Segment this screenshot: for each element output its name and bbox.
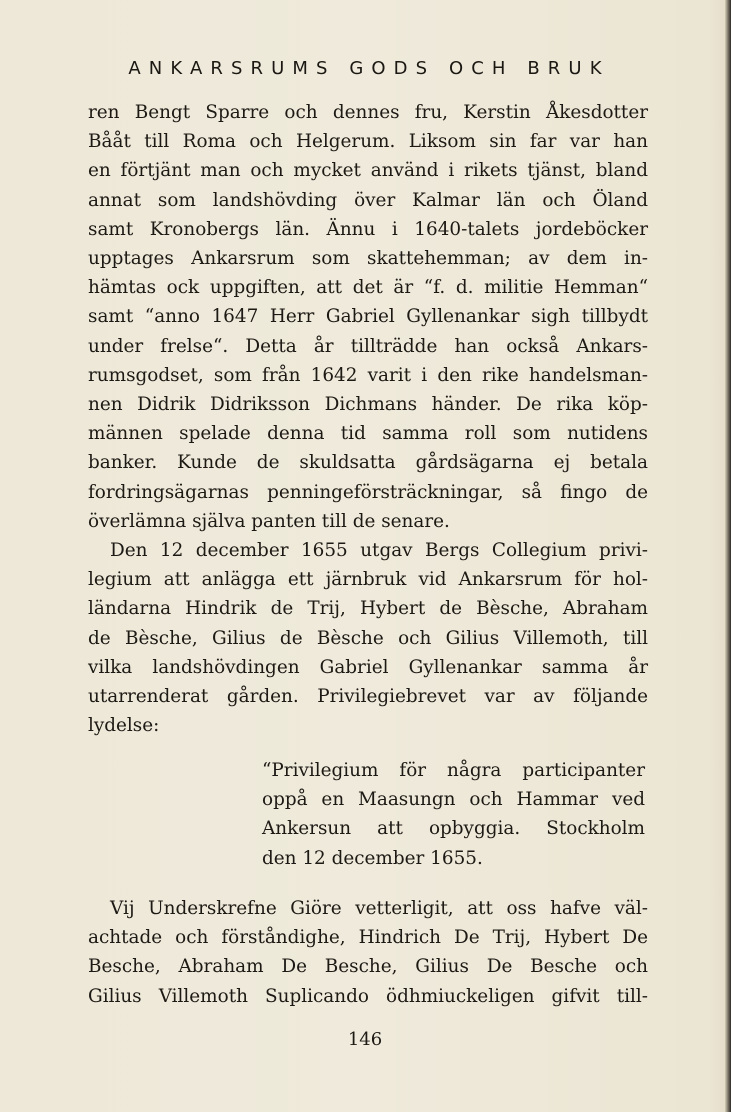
main-text-block (88, 98, 648, 740)
text-line: annat som landshövding över Kalmar län och Öland (88, 189, 648, 211)
privilege-letter-heading (262, 756, 645, 873)
quote-line: oppå en Maasungn och Hammar ved (262, 789, 645, 811)
text-line: lydelse: (88, 715, 160, 737)
quote-line: “Privilegium för några participanter (262, 760, 645, 781)
text-line: nen Didrik Didriksson Dichmans händer. De rika köp- (88, 394, 648, 416)
text-line: legium att anlägga ett järnbruk vid Ankarsrum för hol- (88, 569, 648, 591)
text-line: under frelse“. Detta år tillträdde han också Ankars- (88, 335, 648, 357)
quote-line: den 12 december 1655. (262, 847, 483, 869)
text-line: upptages Ankarsrum som skattehemman; av dem in- (88, 248, 648, 270)
letter-text-block (88, 894, 648, 1011)
text-line: vilka landshövdingen Gabriel Gyllenankar samma år (88, 656, 648, 678)
text-line: achtade och förståndighe, Hindrich De Trij, Hybert De (88, 927, 648, 949)
text-line: Vij Underskrefne Giöre vetterligit, att oss hafve väl- (110, 898, 648, 919)
text-line: Gilius Villemoth Suplicando ödhmiuckeligen gifvit till- (88, 985, 648, 1007)
text-line: Bååt till Roma och Helgerum. Liksom sin far var han (88, 131, 648, 153)
text-line: rumsgodset, som från 1642 varit i den rike handelsman- (88, 364, 648, 386)
text-line: en förtjänt man och mycket använd i rikets tjänst, bland (88, 160, 648, 182)
text-line: samt “anno 1647 Herr Gabriel Gyllenankar sigh tillbydt (88, 306, 648, 328)
page-number: 146 (347, 1029, 383, 1050)
running-head: ANKARSRUMS GODS OCH BRUK (128, 58, 610, 79)
text-line: ländarna Hindrik de Trij, Hybert de Bèsche, Abraham (88, 598, 648, 620)
text-line: fordringsägarnas penningeförsträckningar, så fingo de (88, 481, 648, 503)
text-line: Besche, Abraham De Besche, Gilius De Besche och (88, 956, 648, 978)
text-line: banker. Kunde de skuldsatta gårdsägarna ej betala (88, 452, 648, 474)
text-line: hämtas ock uppgiften, att det är “f. d. militie Hemman“ (88, 277, 648, 299)
text-line: ren Bengt Sparre och dennes fru, Kerstin Åkesdotter (88, 102, 648, 123)
text-line: samt Kronobergs län. Ännu i 1640-talets jordeböcker (88, 218, 648, 240)
text-line: männen spelade denna tid samma roll som nutidens (88, 423, 648, 445)
text-line: utarrenderat gården. Privilegiebrevet var av följande (88, 686, 648, 708)
page-edge-shadow (725, 0, 731, 1112)
text-line: överlämna själva panten till de senare. (88, 510, 450, 532)
text-line: de Bèsche, Gilius de Bèsche och Gilius Villemoth, till (88, 627, 648, 649)
text-line: Den 12 december 1655 utgav Bergs Collegium privi- (110, 540, 648, 562)
quote-line: Ankersun att opbyggia. Stockholm (262, 818, 645, 840)
